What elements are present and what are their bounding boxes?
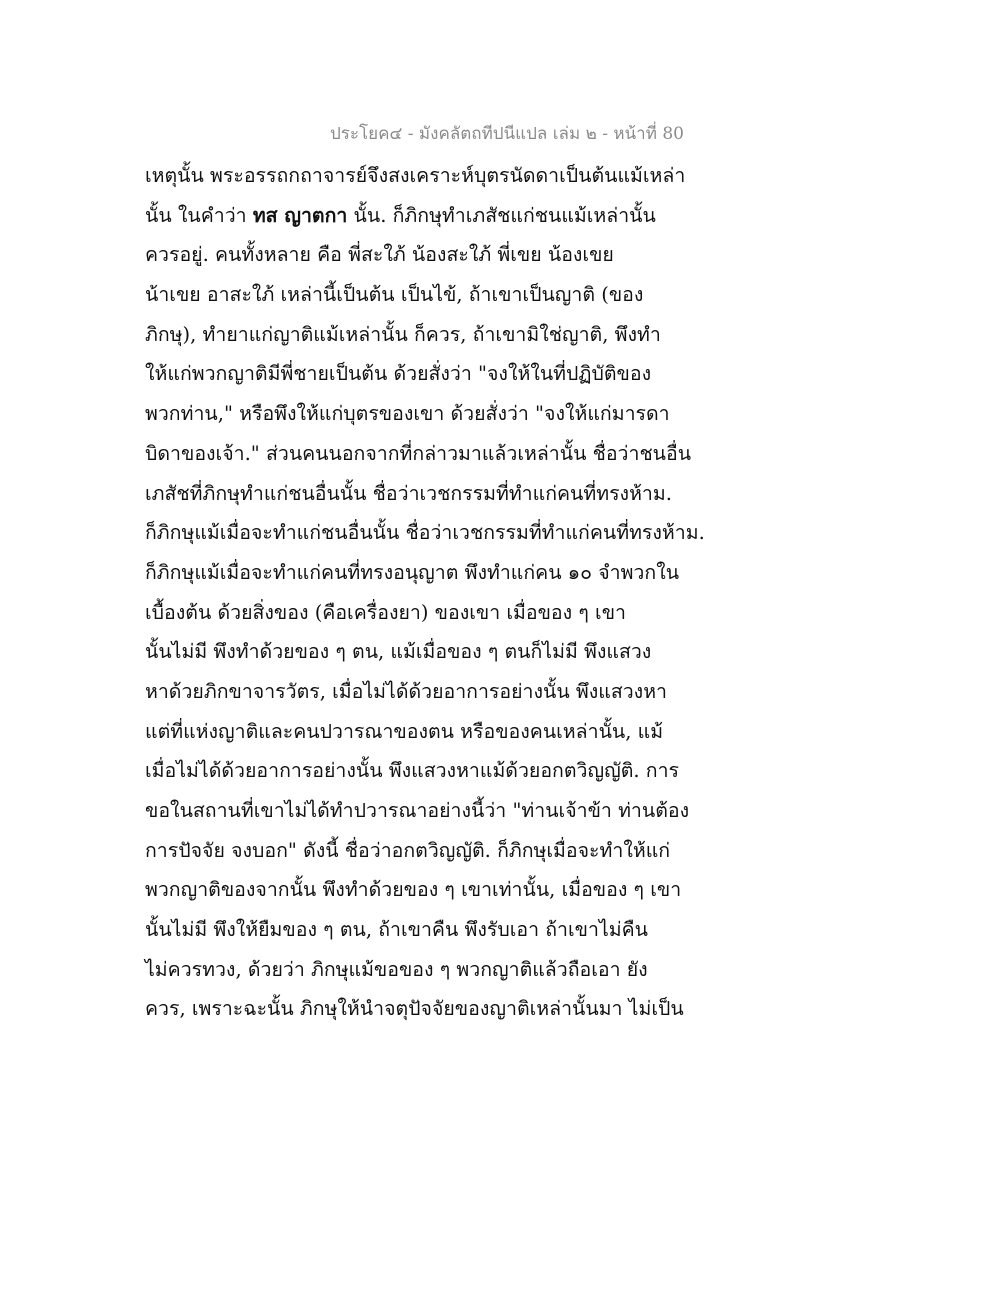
text-line-2-end: นั้น. ก็ภิกษุทำเภสัชแก่ชนแม้เหล่านั้น bbox=[347, 203, 656, 227]
text-line-16: เมื่อไม่ได้ด้วยอาการอย่างนั้น พึงแสวงหาแม้ด้วยอกตวิญญัติ. การ bbox=[145, 759, 679, 783]
text-line-13: นั้นไม่มี พึงทำด้วยของ ๆ ตน, แม้เมื่อของ ๆ ตนก็ไม่มี พึงแสวง bbox=[145, 640, 652, 664]
text-line-18: การปัจจัย จงบอก" ดังนี้ ชื่อว่าอกตวิญญัติ. ก็ภิกษุเมื่อจะทำให้แก่ bbox=[145, 838, 671, 862]
text-line-21: ไม่ควรทวง, ด้วยว่า ภิกษุแม้ขอของ ๆ พวกญาติแล้วถือเอา ยัง bbox=[145, 957, 648, 981]
text-line-2-start: นั้น ในคำว่า bbox=[145, 203, 253, 227]
text-line-3: ควรอยู่. คนทั้งหลาย คือ พี่สะใภ้ น้องสะใภ้ พี่เขย น้องเขย bbox=[145, 243, 614, 267]
text-line-5: ภิกษุ), ทำยาแก่ญาติแม้เหล่านั้น ก็ควร, ถ้าเขามิใช่ญาติ, พึงทำ bbox=[145, 322, 661, 346]
text-line-4: น้าเขย อาสะใภ้ เหล่านี้เป็นต้น เป็นไข้, ถ้าเขาเป็นญาติ (ของ bbox=[145, 283, 644, 307]
text-line-19: พวกญาติของจากนั้น พึงทำด้วยของ ๆ เขาเท่านั้น, เมื่อของ ๆ เขา bbox=[145, 878, 682, 902]
text-line-11: ก็ภิกษุแม้เมื่อจะทำแก่คนที่ทรงอนุญาต พึงทำแก่คน ๑๐ จำพวกใน bbox=[145, 560, 680, 584]
text-line-15: แต่ที่แห่งญาติและคนปวารณาของตน หรือของคนเหล่านั้น, แม้ bbox=[145, 719, 664, 743]
text-line-20: นั้นไม่มี พึงให้ยืมของ ๆ ตน, ถ้าเขาคืน พึงรับเอา ถ้าเขาไม่คืน bbox=[145, 918, 648, 942]
text-line-6: ให้แก่พวกญาติมีพี่ชายเป็นต้น ด้วยสั่งว่า "จงให้ในที่ปฏิบัติของ bbox=[145, 362, 652, 386]
text-line-10: ก็ภิกษุแม้เมื่อจะทำแก่ชนอื่นนั้น ชื่อว่าเวชกรรมที่ทำแก่คนที่ทรงห้าม. bbox=[145, 521, 705, 545]
text-line-2 bbox=[145, 196, 690, 236]
text-line-12: เบื้องต้น ด้วยสิ่งของ (คือเครื่องยา) ของเขา เมื่อของ ๆ เขา bbox=[145, 600, 626, 624]
text-line-8: บิดาของเจ้า." ส่วนคนนอกจากที่กล่าวมาแล้วเหล่านั้น ชื่อว่าชนอื่น bbox=[145, 441, 692, 465]
running-header: ประโยค๔ - มังคลัตถทีปนีแปล เล่ม ๒ - หน้าที่ 80 bbox=[330, 124, 684, 144]
text-line-22: ควร, เพราะฉะนั้น ภิกษุให้นำจตุปัจจัยของญาติเหล่านั้นมา ไม่เป็น bbox=[145, 997, 684, 1021]
text-line-14: หาด้วยภิกขาจารวัตร, เมื่อไม่ได้ด้วยอาการอย่างนั้น พึงแสวงหา bbox=[145, 679, 667, 703]
text-line-9: เภสัชที่ภิกษุทำแก่ชนอื่นนั้น ชื่อว่าเวชกรรมที่ทำแก่คนที่ทรงห้าม. bbox=[145, 481, 672, 505]
text-line-7: พวกท่าน," หรือพึงให้แก่บุตรของเขา ด้วยสั่งว่า "จงให้แก่มารดา bbox=[145, 402, 670, 426]
bold-term: ทส ญาตกา bbox=[252, 203, 348, 227]
text-line-1: เหตุนั้น พระอรรถกถาจารย์จึงสงเคราะห์บุตรนัดดาเป็นต้นแม้เหล่า bbox=[145, 164, 686, 187]
text-line-17: ขอในสถานที่เขาไม่ได้ทำปวารณาอย่างนี้ว่า "ท่านเจ้าข้า ท่านต้อง bbox=[145, 799, 690, 822]
body-text bbox=[145, 156, 705, 1029]
